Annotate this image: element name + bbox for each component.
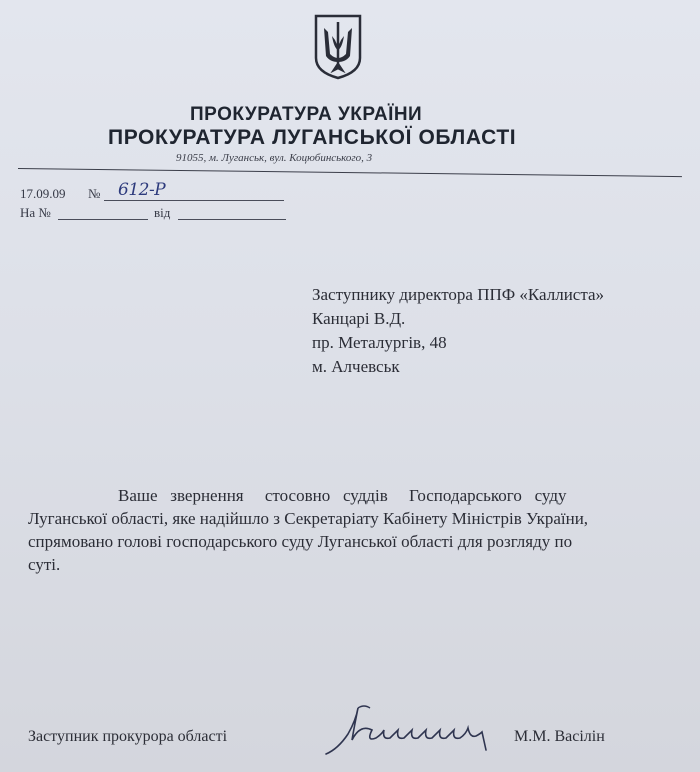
registration-date: 17.09.09 bbox=[20, 186, 66, 201]
recipient-name: Канцарі В.Д. bbox=[312, 309, 406, 328]
office-title-region: ПРОКУРАТУРА ЛУГАНСЬКОЇ ОБЛАСТІ bbox=[108, 126, 517, 149]
trident-emblem-icon bbox=[312, 12, 364, 80]
signatory-name: М.М. Васілін bbox=[514, 728, 605, 745]
body-line-4: суті. bbox=[28, 555, 61, 574]
signatory-title: Заступник прокурора області bbox=[28, 728, 228, 745]
office-title-ukraine: ПРОКУРАТУРА УКРАЇНИ bbox=[190, 104, 423, 125]
recipient-position: Заступнику директора ППФ «Каллиста» bbox=[312, 285, 605, 304]
header-divider bbox=[18, 168, 682, 177]
reference-label: На № bbox=[20, 205, 51, 220]
letter-body bbox=[28, 484, 668, 576]
recipient-city: м. Алчевськ bbox=[312, 357, 400, 376]
handwritten-signature bbox=[318, 694, 508, 764]
reference-number-line bbox=[58, 219, 148, 220]
body-line-3: спрямовано голові господарського суду Луганської області для розгляду по bbox=[28, 532, 573, 551]
body-line-2: Луганської області, яке надійшло з Секретаріату Кабінету Міністрів України, bbox=[28, 509, 589, 528]
reference-from-label: від bbox=[154, 205, 171, 220]
office-address: 91055, м. Луганськ, вул. Коцюбинського, 3 bbox=[176, 152, 373, 164]
body-line-1: Ваше звернення стосовно суддів Господарського суду bbox=[118, 486, 567, 505]
registration-number-line bbox=[104, 200, 284, 201]
recipient-street: пр. Металургів, 48 bbox=[312, 333, 447, 352]
registration-number-label: № bbox=[88, 186, 101, 201]
recipient-block bbox=[312, 283, 604, 379]
registration-number-handwritten: 612-Р bbox=[118, 180, 166, 200]
reference-date-line bbox=[178, 219, 286, 220]
